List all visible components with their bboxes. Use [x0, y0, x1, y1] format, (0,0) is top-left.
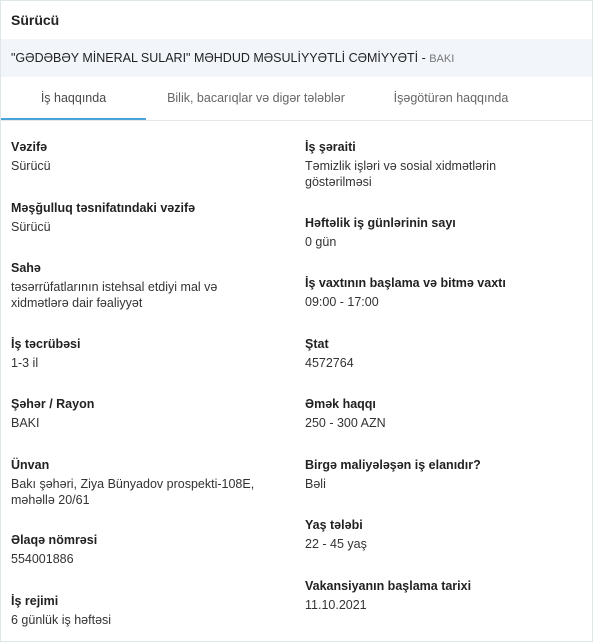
field-value: 11.10.2021: [305, 598, 367, 612]
field-value: təsərrüfatlarının istehsal etdiyi mal və xidmətlərə dair fəaliyyət: [11, 280, 218, 310]
field-experience: [11, 336, 296, 371]
field-city: [11, 396, 296, 431]
field-value: 0 gün: [305, 235, 337, 249]
field-value: Sürücü: [11, 159, 51, 173]
field-value: 4572764: [305, 356, 354, 370]
field-label: Birgə maliyələşən iş elanıdır?: [305, 458, 481, 472]
tab-skills-requirements[interactable]: Bilik, bacarıqlar və digər tələblər: [167, 91, 345, 105]
field-label: Sahə: [11, 261, 41, 275]
field-value: Bəli: [305, 477, 326, 491]
field-sector: [11, 260, 296, 311]
field-value: Təmizlik işləri və sosial xidmətlərin göstərilməsi: [305, 159, 497, 189]
field-label: Vəzifə: [11, 140, 48, 154]
tab-about-job[interactable]: İş haqqında: [1, 79, 146, 120]
field-age-requirement: [305, 517, 590, 552]
field-value: Bakı şəhəri, Ziya Bünyadov prospekti-108E, məhəllə 20/61: [11, 477, 255, 507]
field-contact-number: [11, 532, 296, 567]
company-city: BAKI: [429, 53, 455, 65]
field-label: İş vaxtının başlama və bitmə vaxtı: [305, 276, 506, 290]
field-weekly-workdays: [305, 215, 590, 250]
field-label: Əlaqə nömrəsi: [11, 533, 98, 547]
field-work-hours: [305, 275, 590, 310]
field-label: Ştat: [305, 337, 329, 351]
field-salary: [305, 396, 590, 431]
field-value: 1-3 il: [11, 356, 39, 370]
field-value: 22 - 45 yaş: [305, 537, 367, 551]
field-value: 554001886: [11, 552, 74, 566]
field-value: Sürücü: [11, 220, 51, 234]
field-address: [11, 457, 296, 508]
field-label: Şəhər / Rayon: [11, 397, 95, 411]
field-label: Ünvan: [11, 458, 50, 472]
field-value: BAKI: [11, 416, 40, 430]
company-bar: [1, 39, 592, 77]
field-label: Məşğulluq təsnifatındaki vəzifə: [11, 201, 196, 215]
field-label: Yaş tələbi: [305, 518, 363, 532]
field-label: İş rejimi: [11, 594, 59, 608]
tab-about-employer[interactable]: İşəgötürən haqqında: [393, 91, 509, 105]
field-value: 09:00 - 17:00: [305, 295, 379, 309]
field-value: 250 - 300 AZN: [305, 416, 386, 430]
field-staff: [305, 336, 590, 371]
tab-bar: [1, 79, 592, 121]
field-work-mode: [11, 593, 296, 628]
field-label: İş təcrübəsi: [11, 337, 81, 351]
field-label: Həftəlik iş günlərinin sayı: [305, 216, 456, 230]
field-co-financed: [305, 457, 590, 492]
field-position: [11, 139, 296, 174]
field-classification-position: [11, 200, 296, 235]
company-name: "GƏDƏBƏY MİNERAL SULARI" MƏHDUD MƏSULİYYƏTLİ CƏMİYYƏTİ -: [11, 51, 430, 65]
field-label: Əmək haqqı: [305, 397, 376, 411]
field-vacancy-start-date: [305, 578, 590, 613]
field-label: İş şəraiti: [305, 140, 356, 154]
page-title: Sürücü: [11, 12, 60, 28]
field-work-conditions: [305, 139, 590, 190]
field-value: 6 günlük iş həftəsi: [11, 613, 112, 627]
field-label: Vakansiyanın başlama tarixi: [305, 579, 472, 593]
